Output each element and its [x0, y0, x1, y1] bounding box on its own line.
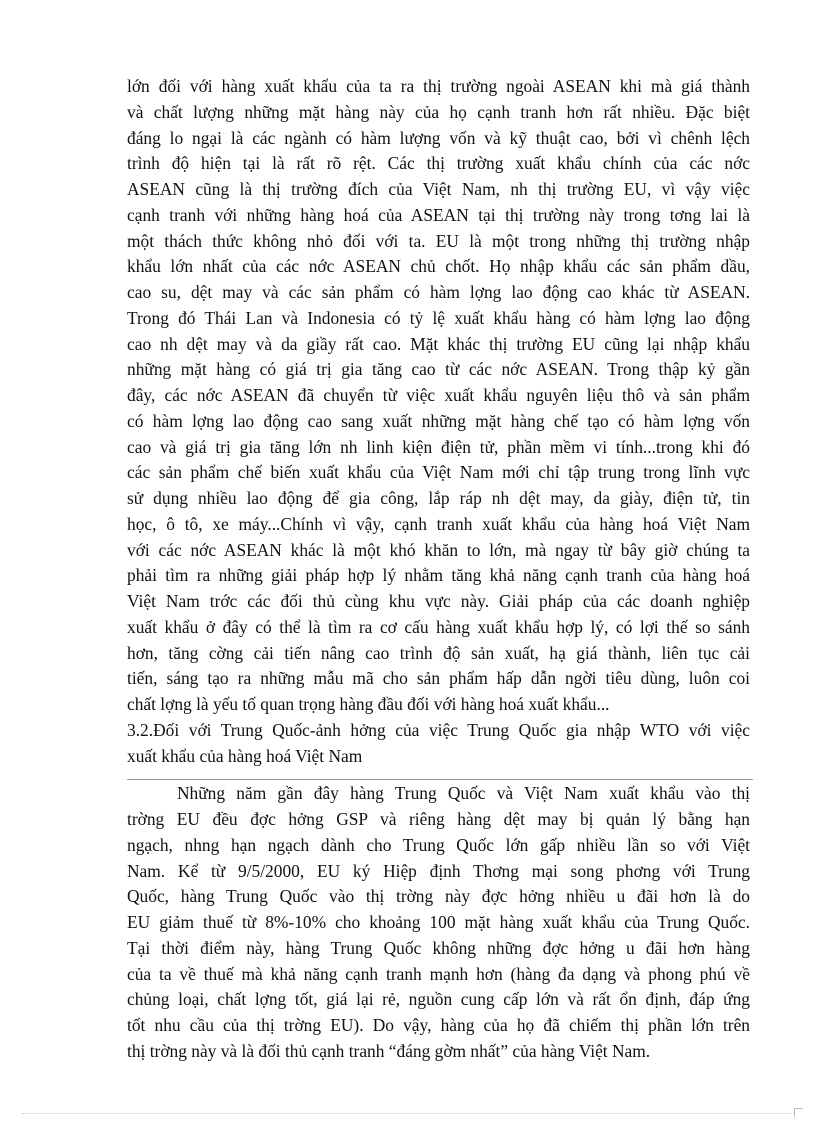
section-heading-3-2	[127, 718, 750, 770]
text-line: lớn đối với hàng xuất khẩu của ta ra thị trường ngoài ASEAN khi mà giá thành	[127, 76, 750, 96]
text-line: ngạch, nhng hạn ngạch dành cho Trung Quốc lớn gấp nhiều lần so với Việt	[127, 834, 750, 855]
text-line: sử dụng nhiều lao động để gia công, lắp ráp nh dệt may, da giày, điện tử, tin	[127, 488, 750, 508]
body-text	[127, 74, 750, 1065]
text-line: trờng EU đều đợc hởng GSP và riêng hàng dệt may bị quản lý bằng hạn	[127, 809, 750, 829]
text-line: có hàm lợng lao động cao sang xuất những mặt hàng chế tạo có hàm lợng vốn	[127, 410, 750, 431]
text-line: EU giảm thuế từ 8%-10% cho khoảng 100 mặt hàng xuất khẩu của Trung Quốc.	[127, 912, 750, 932]
text-line: hơn, tăng cờng cải tiến nâng cao trình độ sản xuất, hạ giá thành, liên tục cải	[127, 642, 750, 663]
text-line: Nam. Kể từ 9/5/2000, EU ký Hiệp định Thơng mại song phơng với Trung	[127, 860, 750, 881]
text-line: cao su, dệt may và các sản phẩm có hàm lợng lao động cao khác từ ASEAN.	[127, 282, 750, 302]
text-line: chủng loại, chất lợng tốt, giá lại rẻ, nguồn cung cấp lớn và rất ổn định, đáp ứng	[127, 989, 750, 1010]
text-line: xuất khẩu ở đây có thể là tìm ra cơ cấu hàng xuất khẩu hợp lý, có lợi thế so sánh	[127, 616, 750, 637]
text-line: học, ô tô, xe máy...Chính vì vậy, cạnh tranh xuất khẩu của hàng hoá Việt Nam	[127, 513, 750, 534]
text-line: một thách thức không nhỏ đối với ta. EU là một trong những thị trường nhập	[127, 230, 750, 251]
text-line: đáng lo ngại là các ngành có hàm lượng vốn và kỹ thuật cao, bởi vì chênh lệch	[127, 127, 750, 148]
text-line: của ta về thuế mà khả năng cạnh tranh mạnh hơn (hàng đa dạng và phong phú về	[127, 963, 750, 984]
page-corner-mark	[794, 1108, 803, 1117]
text-line: Việt Nam trớc các đối thủ cùng khu vực này. Giải pháp của các doanh nghiệp	[127, 591, 750, 611]
text-line: các sản phẩm chế biến xuất khẩu của Việt Nam mới chỉ tập trung trong lĩnh vực	[127, 462, 750, 483]
text-line: và chất lượng những mặt hàng này của họ cạnh tranh hơn rất nhiều. Đặc biệt	[127, 101, 750, 122]
text-line: những mặt hàng có giá trị gia tăng cao từ các nớc ASEAN. Trong thập kỷ gần	[127, 359, 750, 380]
text-line: chất lợng là yếu tố quan trọng hàng đầu đối với hàng hoá xuất khẩu...	[127, 694, 610, 714]
page-edge-divider	[22, 1113, 794, 1114]
text-line: thị trờng này và là đối thủ cạnh tranh “đáng gờm nhất” của hàng Việt Nam.	[127, 1040, 651, 1061]
text-line: đây, các nớc ASEAN đã chuyển từ việc xuất khẩu nguyên liệu thô và sản phẩm	[127, 385, 750, 405]
text-line: 3.2.Đối với Trung Quốc-ảnh hởng của việc Trung Quốc gia nhập WTO với việc	[127, 719, 750, 740]
text-line: cao nh dệt may và da giầy rất cao. Mặt khác thị trường EU cũng lại nhập khẩu	[127, 333, 750, 354]
paragraph-china	[127, 781, 750, 1064]
text-line: phải tìm ra những giải pháp hợp lý nhằm tăng khả năng cạnh tranh của hàng hoá	[127, 565, 750, 586]
text-line: Tại thời điểm này, hàng Trung Quốc không những đợc hởng u đãi hơn hàng	[127, 937, 750, 958]
text-line: khẩu lớn nhất của các nớc ASEAN chủ chốt. Họ nhập khẩu các sản phẩm dầu,	[127, 256, 750, 277]
text-line: tiến, sáng tạo ra những mẫu mã cho sản phẩm hấp dẫn ngời tiêu dùng, luôn coi	[127, 668, 750, 689]
text-line: ASEAN cũng là thị trường đích của Việt Nam, nh thị trường EU, vì vậy việc	[127, 179, 750, 199]
text-line: trình độ hiện tại là rất rõ rệt. Các thị trường xuất khẩu chính của các nớc	[127, 153, 750, 174]
text-line: tốt nhu cầu của thị trờng EU). Do vậy, hàng của họ đã chiếm thị phần lớn trên	[127, 1015, 750, 1035]
text-line: Những năm gần đây hàng Trung Quốc và Việt Nam xuất khẩu vào thị	[177, 783, 750, 804]
text-line: xuất khẩu của hàng hoá Việt Nam	[127, 745, 363, 766]
text-line: cao và giá trị gia tăng lớn nh linh kiện điện tử, phần mềm vi tính...trong khi đó	[127, 436, 750, 457]
text-line: Quốc, hàng Trung Quốc vào thị trờng này đợc hởng nhiều u đãi hơn là do	[127, 886, 750, 907]
paragraph-asean	[127, 74, 750, 718]
text-line: cạnh tranh với những hàng hoá của ASEAN tại thị trường này trong tơng lai là	[127, 204, 750, 225]
text-line: Trong đó Thái Lan và Indonesia có tỷ lệ xuất khẩu hàng có hàm lợng lao động	[127, 307, 750, 328]
footer-divider	[127, 779, 753, 780]
text-line: với các nớc ASEAN khác là một khó khăn to lớn, mà ngay từ bây giờ chúng ta	[127, 539, 750, 560]
